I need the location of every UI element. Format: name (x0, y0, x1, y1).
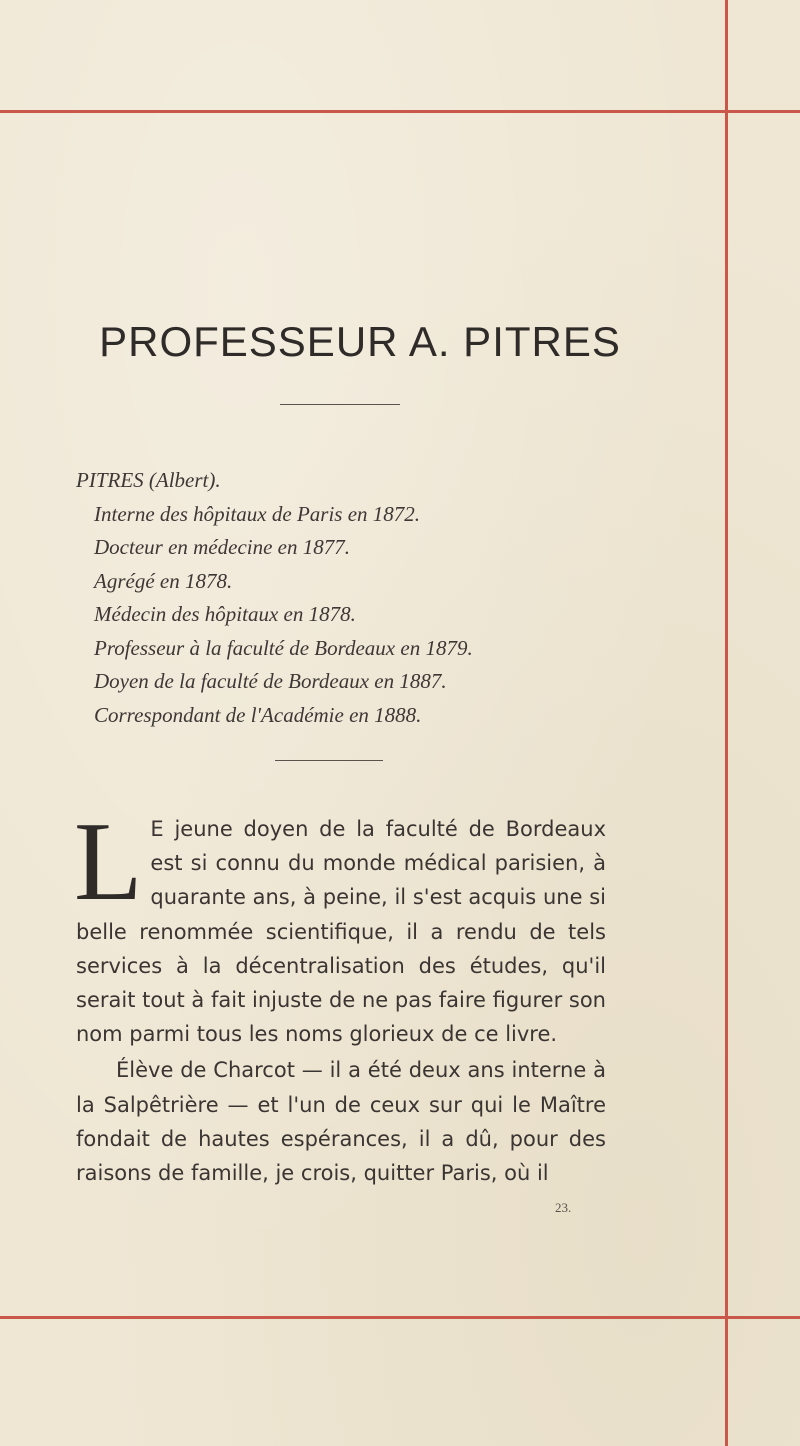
bio-entry: Agrégé en 1878. (94, 568, 233, 593)
drop-cap: L (74, 800, 143, 924)
paragraph-1-text: E jeune doyen de la faculté de Bordeaux est si connu du monde médical parisien, à quarante ans, à peine, il s'est acquis une si belle renommée scientifique, il a rendu de tels services à la décentralisation des études, qu'il serait tout à fait injuste de ne pas faire figurer son nom parmi tous les noms glorieux de ce livre. (76, 817, 606, 1047)
bottom-border-rule (0, 1316, 800, 1319)
bio-entry: Professeur à la faculté de Bordeaux en 1879. (94, 635, 473, 660)
bio-entry: Correspondant de l'Académie en 1888. (94, 702, 422, 727)
right-border-rule (725, 0, 728, 1446)
paragraph-2: Élève de Charcot — il a été deux ans interne à la Salpêtrière — et l'un de ceux sur qui le Maître fondait de hautes espérances, il a dû, pour des raisons de famille, je crois, quitter Paris, où il (76, 1058, 606, 1186)
top-border-rule (0, 110, 800, 113)
bio-entry: Interne des hôpitaux de Paris en 1872. (94, 501, 421, 526)
page-number: 23. (555, 1200, 572, 1215)
paragraph-1 (74, 800, 606, 1051)
bio-divider (275, 760, 383, 761)
bio-entry: Doyen de la faculté de Bordeaux en 1887. (94, 669, 447, 693)
bio-entry: Médecin des hôpitaux en 1878. (94, 602, 356, 626)
body-text (74, 800, 606, 1190)
page-title: PROFESSEUR A. PITRES (99, 318, 621, 365)
bio-name: PITRES (Albert). (76, 468, 221, 492)
biography-block (76, 464, 656, 732)
title-divider (280, 404, 400, 405)
bio-entry: Docteur en médecine en 1877. (94, 535, 350, 559)
